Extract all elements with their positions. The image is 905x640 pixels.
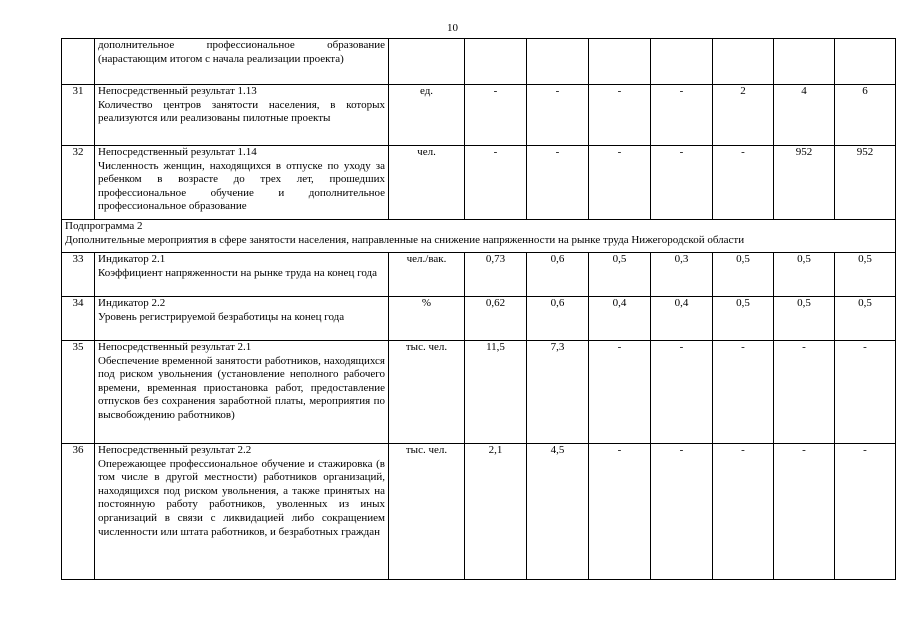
value-cell	[835, 39, 896, 85]
table-row	[62, 85, 896, 146]
value-cell: 0,62	[465, 297, 527, 341]
value-cell: 952	[774, 146, 835, 220]
row-title: Непосредственный результат 1.13	[98, 85, 257, 97]
value-cell: -	[713, 444, 774, 580]
subprogram-title: Подпрограмма 2	[65, 220, 143, 232]
row-description	[95, 146, 389, 220]
row-number: 35	[62, 341, 95, 444]
value-cell: 0,5	[835, 297, 896, 341]
value-cell	[465, 39, 527, 85]
row-description	[95, 297, 389, 341]
value-cell: 6	[835, 85, 896, 146]
page-number: 10	[447, 22, 458, 34]
row-body: дополнительное профессиональное образование (нарастающим итогом с начала реализации проекта)	[98, 39, 385, 65]
row-title: Индикатор 2.1	[98, 253, 166, 265]
row-body: Уровень регистрируемой безработицы на конец года	[98, 310, 345, 323]
table-row	[62, 253, 896, 297]
indicators-table	[61, 38, 896, 580]
value-cell: 4,5	[527, 444, 589, 580]
value-cell: -	[713, 146, 774, 220]
value-cell: 0,6	[527, 253, 589, 297]
value-cell: 2	[713, 85, 774, 146]
value-cell	[651, 39, 713, 85]
row-unit: чел./вак.	[389, 253, 465, 297]
table-row	[62, 297, 896, 341]
value-cell: -	[589, 444, 651, 580]
value-cell	[589, 39, 651, 85]
value-cell: -	[527, 85, 589, 146]
value-cell: 11,5	[465, 341, 527, 444]
value-cell: 0,4	[651, 297, 713, 341]
value-cell: -	[589, 341, 651, 444]
row-number: 32	[62, 146, 95, 220]
row-description	[95, 444, 389, 580]
row-number: 34	[62, 297, 95, 341]
value-cell: -	[465, 146, 527, 220]
value-cell: -	[651, 85, 713, 146]
value-cell: -	[835, 341, 896, 444]
value-cell: 0,5	[713, 253, 774, 297]
value-cell: 4	[774, 85, 835, 146]
value-cell: 0,6	[527, 297, 589, 341]
row-title: Непосредственный результат 2.2	[98, 444, 252, 456]
value-cell: 952	[835, 146, 896, 220]
row-description	[95, 341, 389, 444]
row-unit: %	[389, 297, 465, 341]
value-cell: 0,5	[835, 253, 896, 297]
value-cell: -	[651, 444, 713, 580]
row-body: Опережающее профессиональное обучение и стажировка (в том числе в другой местности) работников организаций, находящихся под риском увольнения, а также принятых на постоянную работу работников, уволенных из иных организаций в связи с ликвидацией либо сокращением численности или штата работников, и безработных граждан	[98, 457, 385, 538]
value-cell: 0,5	[589, 253, 651, 297]
value-cell: 0,5	[713, 297, 774, 341]
row-body: Количество центров занятости населения, в которых реализуются или реализованы пилотные проекты	[98, 98, 385, 125]
value-cell: -	[651, 341, 713, 444]
table-row	[62, 39, 896, 85]
value-cell: -	[589, 146, 651, 220]
row-unit: чел.	[389, 146, 465, 220]
value-cell: -	[835, 444, 896, 580]
table-body	[62, 39, 896, 580]
row-number: 36	[62, 444, 95, 580]
value-cell: -	[465, 85, 527, 146]
value-cell: -	[713, 341, 774, 444]
row-unit: тыс. чел.	[389, 341, 465, 444]
row-description	[95, 253, 389, 297]
value-cell	[774, 39, 835, 85]
row-number	[62, 39, 95, 85]
subprogram-row	[62, 220, 896, 253]
value-cell	[713, 39, 774, 85]
row-unit: ед.	[389, 85, 465, 146]
value-cell: -	[527, 146, 589, 220]
row-title: Индикатор 2.2	[98, 297, 166, 309]
value-cell: -	[774, 444, 835, 580]
row-body: Численность женщин, находящихся в отпуске по уходу за ребенком в возрасте до трех лет, прошедших профессиональное обучение и дополнительное профессиональное образование	[98, 159, 385, 213]
value-cell: 2,1	[465, 444, 527, 580]
table-row	[62, 444, 896, 580]
row-unit: тыс. чел.	[389, 444, 465, 580]
value-cell: 0,5	[774, 253, 835, 297]
value-cell: -	[651, 146, 713, 220]
subprogram-cell	[62, 220, 896, 253]
row-title: Непосредственный результат 1.14	[98, 146, 257, 158]
subprogram-description: Дополнительные мероприятия в сфере занятости населения, направленные на снижение напряженности на рынке труда Нижегородской области	[65, 233, 745, 246]
row-body: Коэффициент напряженности на рынке труда на конец года	[98, 266, 377, 279]
table-row	[62, 341, 896, 444]
row-unit	[389, 39, 465, 85]
row-description	[95, 39, 389, 85]
value-cell: -	[589, 85, 651, 146]
value-cell: 7,3	[527, 341, 589, 444]
table-row	[62, 146, 896, 220]
value-cell: 0,73	[465, 253, 527, 297]
value-cell: 0,5	[774, 297, 835, 341]
value-cell: -	[774, 341, 835, 444]
value-cell	[527, 39, 589, 85]
row-number: 33	[62, 253, 95, 297]
row-body: Обеспечение временной занятости работников, находящихся под риском увольнения (установление неполного рабочего времени, временная приостановка работ, предоставление отпусков без сохранения заработной платы, мероприятия по высвобождению работников)	[98, 354, 385, 421]
value-cell: 0,3	[651, 253, 713, 297]
row-description	[95, 85, 389, 146]
row-title: Непосредственный результат 2.1	[98, 341, 252, 353]
row-number: 31	[62, 85, 95, 146]
value-cell: 0,4	[589, 297, 651, 341]
